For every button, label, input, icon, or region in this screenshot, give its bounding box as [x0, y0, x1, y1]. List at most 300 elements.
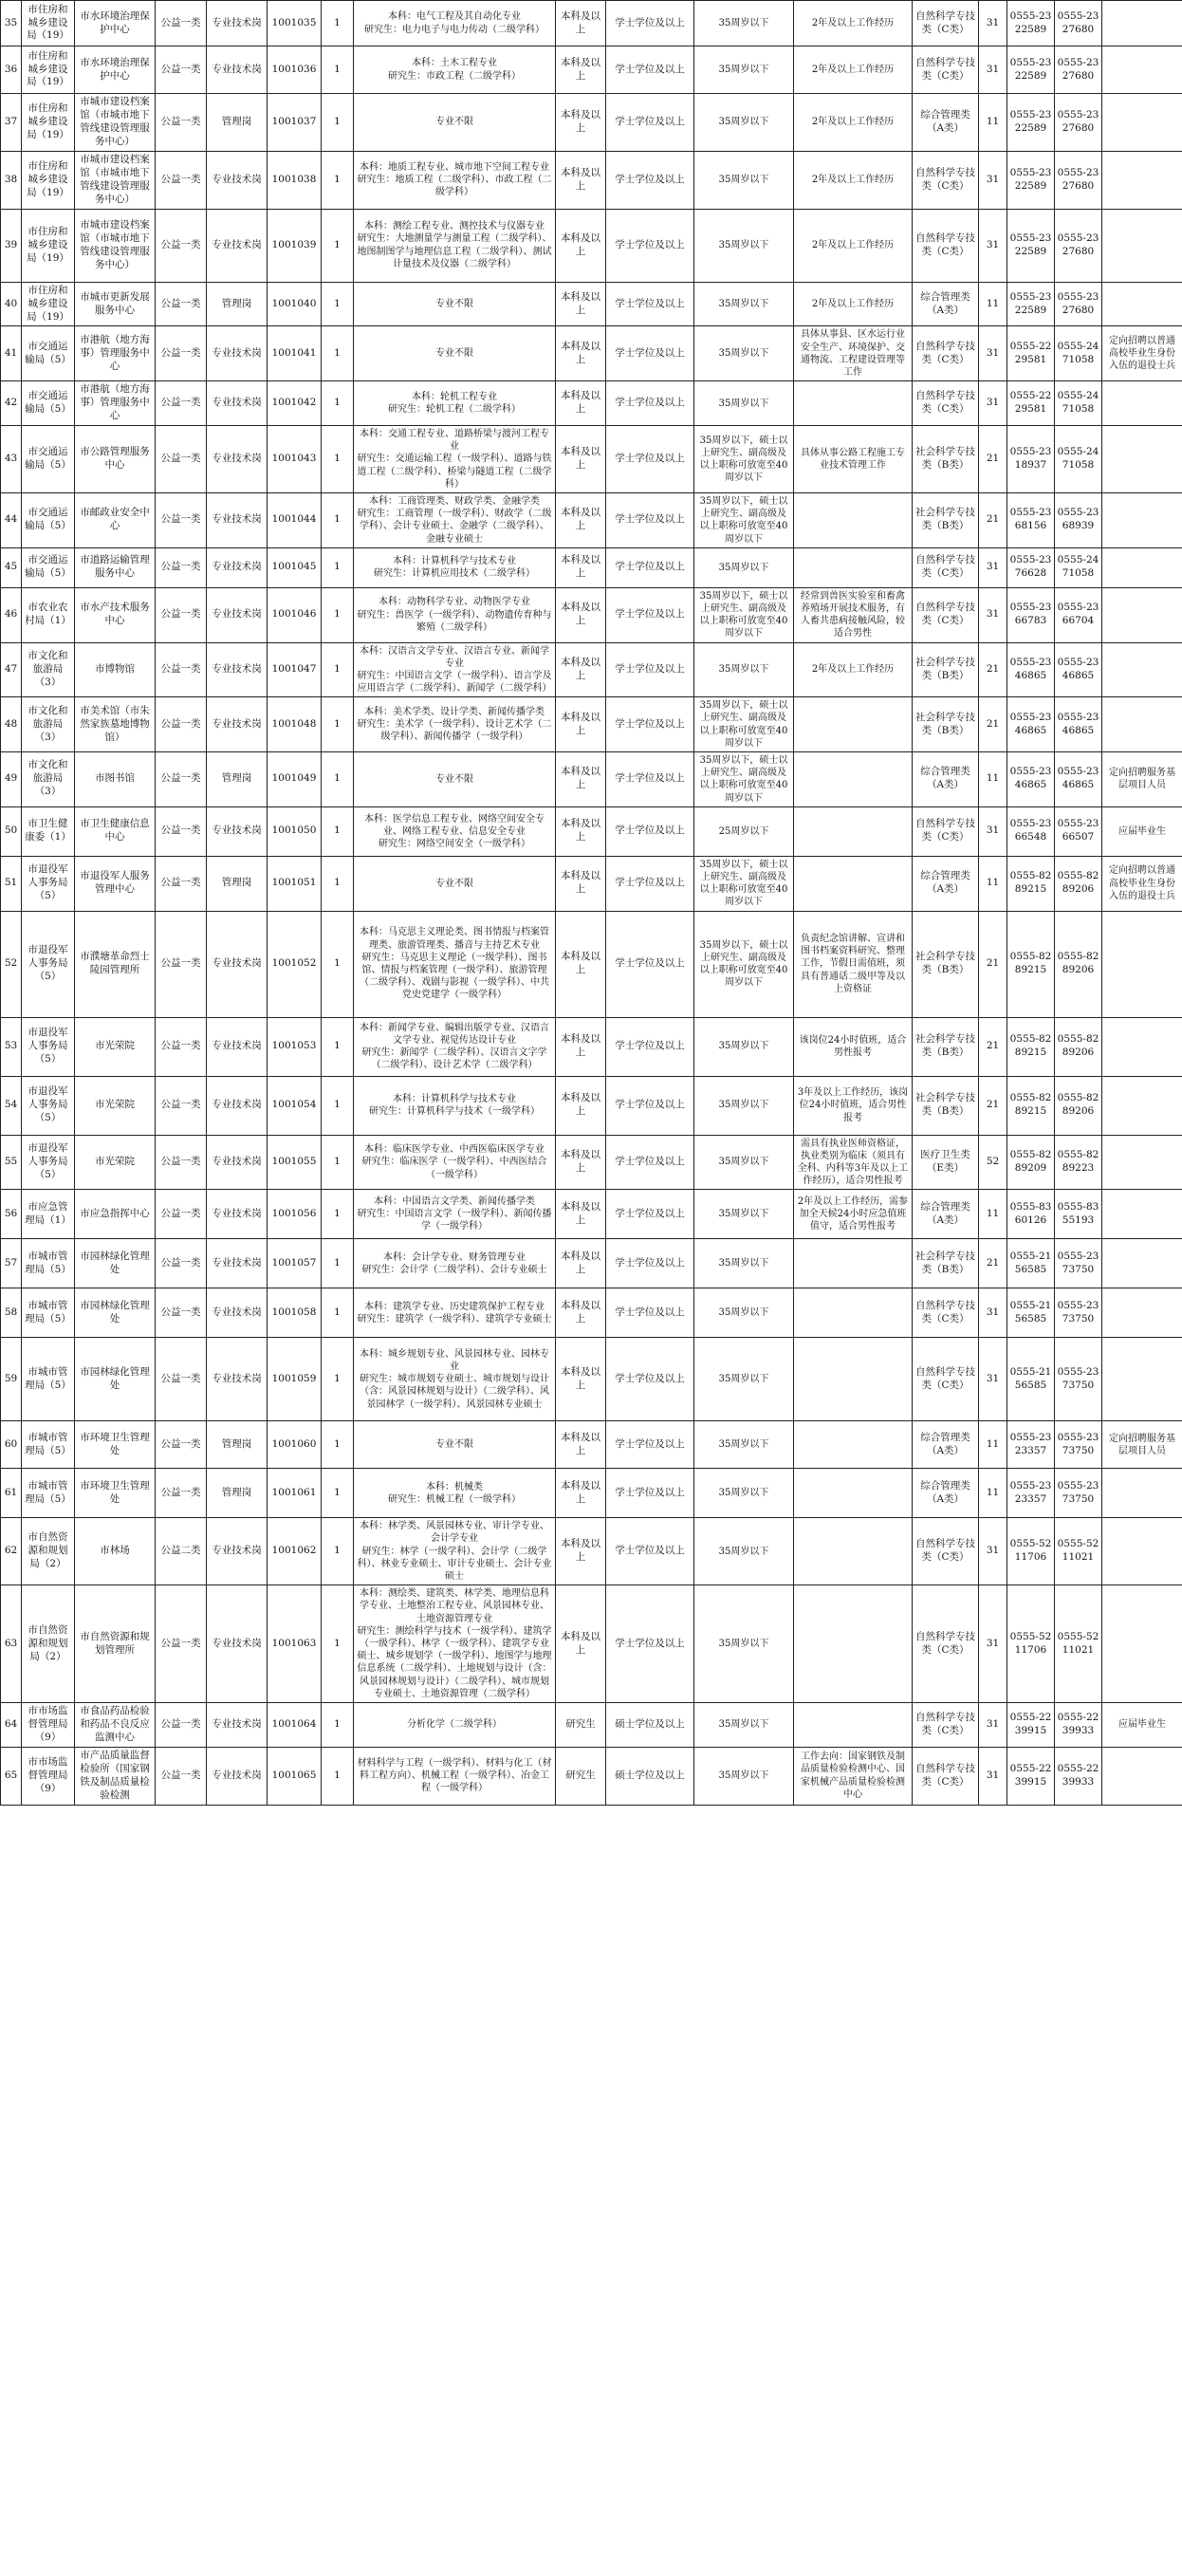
department-cell: 市住房和城乡建设局（19）: [22, 46, 75, 94]
consult-phone-cell: 0555-2346865: [1007, 752, 1055, 807]
employer-unit-cell: 市环境卫生管理处: [75, 1469, 156, 1518]
employer-unit-cell: 市水环境治理保护中心: [75, 1, 156, 46]
headcount-cell: 1: [322, 587, 354, 642]
remark-cell: [1102, 1338, 1182, 1421]
headcount-cell: 1: [322, 1076, 354, 1135]
table-row: [1, 151, 1182, 209]
post-code-cell: 1001046: [268, 587, 322, 642]
supervise-phone-cell: 0555-2327680: [1055, 282, 1102, 326]
exam-code-cell: 21: [979, 697, 1007, 752]
degree-cell: 学士学位及以上: [606, 1076, 694, 1135]
table-row: [1, 1239, 1182, 1288]
age-limit-cell: 35周岁以下: [694, 1585, 794, 1703]
employer-unit-cell: 市产品质量监督检验所（国家钢铁及制品质量检验检测: [75, 1747, 156, 1805]
headcount-cell: 1: [322, 1338, 354, 1421]
unit-category-cell: 公益一类: [156, 547, 207, 587]
supervise-phone-cell: 0555-8289206: [1055, 911, 1102, 1017]
major-requirement-cell: 材料科学与工程（一级学科）、材料与化工（材料工程方向）、机械工程（一级学科）、冶金工程（一级学科）: [354, 1747, 556, 1805]
post-type-cell: 专业技术岗: [207, 1585, 268, 1703]
department-cell: 市住房和城乡建设局（19）: [22, 94, 75, 152]
supervise-phone-cell: 0555-2239933: [1055, 1747, 1102, 1805]
remark-cell: [1102, 493, 1182, 548]
row-number-cell: 65: [1, 1747, 22, 1805]
headcount-cell: 1: [322, 1239, 354, 1288]
headcount-cell: 1: [322, 1747, 354, 1805]
remark-cell: 定向招聘服务基层项目人员: [1102, 1421, 1182, 1469]
post-type-cell: 专业技术岗: [207, 1076, 268, 1135]
remark-cell: [1102, 282, 1182, 326]
degree-cell: 学士学位及以上: [606, 806, 694, 856]
exam-code-cell: 31: [979, 1288, 1007, 1338]
education-cell: 本科及以上: [556, 1076, 606, 1135]
major-requirement-cell: 专业不限: [354, 94, 556, 152]
age-limit-cell: 35周岁以下，硕士以上研究生、副高级及以上职称可放宽至40周岁以下: [694, 752, 794, 807]
degree-cell: 学士学位及以上: [606, 1338, 694, 1421]
exam-code-cell: 11: [979, 1469, 1007, 1518]
degree-cell: 硕士学位及以上: [606, 1702, 694, 1747]
major-requirement-cell: 本科：计算机科学与技术专业 研究生：计算机应用技术（二级学科）: [354, 547, 556, 587]
other-requirements-cell: 2年及以上工作经历，需参加全天候24小时应急值班值守，适合男性报考: [794, 1190, 913, 1239]
headcount-cell: 1: [322, 1, 354, 46]
post-type-cell: 专业技术岗: [207, 46, 268, 94]
education-cell: 本科及以上: [556, 1017, 606, 1076]
major-requirement-cell: 本科：汉语言文学专业、汉语言专业、新闻学专业 研究生：中国语言文学（一级学科）、语言学及应用语言学（二级学科）、新闻学（二级学科）: [354, 642, 556, 697]
department-cell: 市文化和旅游局（3）: [22, 697, 75, 752]
unit-category-cell: 公益一类: [156, 856, 207, 911]
supervise-phone-cell: 0555-8289206: [1055, 1017, 1102, 1076]
employer-unit-cell: 市水产技术服务中心: [75, 587, 156, 642]
post-type-cell: 专业技术岗: [207, 1190, 268, 1239]
unit-category-cell: 公益一类: [156, 1469, 207, 1518]
age-limit-cell: 35周岁以下，硕士以上研究生、副高级及以上职称可放宽至40周岁以下: [694, 587, 794, 642]
other-requirements-cell: 2年及以上工作经历: [794, 151, 913, 209]
consult-phone-cell: 0555-2366548: [1007, 806, 1055, 856]
other-requirements-cell: [794, 493, 913, 548]
supervise-phone-cell: 0555-2373750: [1055, 1239, 1102, 1288]
post-code-cell: 1001036: [268, 46, 322, 94]
headcount-cell: 1: [322, 493, 354, 548]
education-cell: 本科及以上: [556, 209, 606, 282]
exam-code-cell: 31: [979, 587, 1007, 642]
exam-code-cell: 31: [979, 1585, 1007, 1703]
row-number-cell: 41: [1, 326, 22, 381]
major-requirement-cell: 本科：测绘工程专业、测控技术与仪器专业 研究生：大地测量学与测量工程（二级学科）、地图制图学与地理信息工程（二级学科）、测试计量技术及仪器（二级学科）: [354, 209, 556, 282]
table-row: [1, 209, 1182, 282]
row-number-cell: 57: [1, 1239, 22, 1288]
exam-code-cell: 21: [979, 1017, 1007, 1076]
exam-category-cell: 社会科学专技类（B类）: [913, 1017, 979, 1076]
education-cell: 本科及以上: [556, 1518, 606, 1585]
table-row: [1, 856, 1182, 911]
degree-cell: 学士学位及以上: [606, 151, 694, 209]
consult-phone-cell: 0555-2376628: [1007, 547, 1055, 587]
supervise-phone-cell: 0555-2346865: [1055, 752, 1102, 807]
age-limit-cell: 35周岁以下: [694, 282, 794, 326]
remark-cell: [1102, 642, 1182, 697]
row-number-cell: 38: [1, 151, 22, 209]
remark-cell: [1102, 1747, 1182, 1805]
degree-cell: 学士学位及以上: [606, 1469, 694, 1518]
table-row: [1, 381, 1182, 426]
consult-phone-cell: 0555-2346865: [1007, 697, 1055, 752]
post-code-cell: 1001043: [268, 426, 322, 493]
headcount-cell: 1: [322, 642, 354, 697]
post-code-cell: 1001053: [268, 1017, 322, 1076]
exam-category-cell: 社会科学专技类（B类）: [913, 642, 979, 697]
row-number-cell: 45: [1, 547, 22, 587]
other-requirements-cell: [794, 752, 913, 807]
unit-category-cell: 公益一类: [156, 1338, 207, 1421]
department-cell: 市城市管理局（5）: [22, 1421, 75, 1469]
major-requirement-cell: 本科：建筑学专业、历史建筑保护工程专业 研究生：建筑学（一级学科）、建筑学专业硕士: [354, 1288, 556, 1338]
supervise-phone-cell: 0555-2327680: [1055, 1, 1102, 46]
post-type-cell: 专业技术岗: [207, 587, 268, 642]
major-requirement-cell: 本科：机械类 研究生：机械工程（一级学科）: [354, 1469, 556, 1518]
age-limit-cell: 35周岁以下: [694, 1190, 794, 1239]
exam-category-cell: 综合管理类（A类）: [913, 752, 979, 807]
department-cell: 市退役军人事务局（5）: [22, 1017, 75, 1076]
headcount-cell: 1: [322, 1190, 354, 1239]
education-cell: 研究生: [556, 1747, 606, 1805]
headcount-cell: 1: [322, 806, 354, 856]
employer-unit-cell: 市美术馆（市朱然家族墓地博物馆）: [75, 697, 156, 752]
exam-category-cell: 自然科学专技类（C类）: [913, 1585, 979, 1703]
row-number-cell: 63: [1, 1585, 22, 1703]
education-cell: 本科及以上: [556, 642, 606, 697]
age-limit-cell: 35周岁以下: [694, 209, 794, 282]
degree-cell: 学士学位及以上: [606, 697, 694, 752]
employer-unit-cell: 市港航（地方海事）管理服务中心: [75, 326, 156, 381]
supervise-phone-cell: 0555-2327680: [1055, 151, 1102, 209]
table-row: [1, 911, 1182, 1017]
department-cell: 市市场监督管理局（9）: [22, 1702, 75, 1747]
education-cell: 本科及以上: [556, 856, 606, 911]
other-requirements-cell: 具体从事公路工程施工专业技术管理工作: [794, 426, 913, 493]
table-row: [1, 1017, 1182, 1076]
table-row: [1, 1135, 1182, 1190]
age-limit-cell: 35周岁以下: [694, 1469, 794, 1518]
exam-code-cell: 11: [979, 1421, 1007, 1469]
post-code-cell: 1001050: [268, 806, 322, 856]
department-cell: 市退役军人事务局（5）: [22, 911, 75, 1017]
exam-category-cell: 自然科学专技类（C类）: [913, 209, 979, 282]
post-code-cell: 1001059: [268, 1338, 322, 1421]
post-code-cell: 1001049: [268, 752, 322, 807]
row-number-cell: 62: [1, 1518, 22, 1585]
exam-category-cell: 自然科学专技类（C类）: [913, 806, 979, 856]
exam-code-cell: 21: [979, 1239, 1007, 1288]
major-requirement-cell: 本科：中国语言文学类、新闻传播学类 研究生：中国语言文学（一级学科）、新闻传播学（一级学科）: [354, 1190, 556, 1239]
unit-category-cell: 公益一类: [156, 1135, 207, 1190]
unit-category-cell: 公益一类: [156, 493, 207, 548]
row-number-cell: 54: [1, 1076, 22, 1135]
exam-code-cell: 11: [979, 1190, 1007, 1239]
age-limit-cell: 35周岁以下: [694, 1747, 794, 1805]
row-number-cell: 37: [1, 94, 22, 152]
headcount-cell: 1: [322, 1421, 354, 1469]
remark-cell: [1102, 1, 1182, 46]
exam-category-cell: 自然科学专技类（C类）: [913, 1702, 979, 1747]
post-type-cell: 管理岗: [207, 1421, 268, 1469]
headcount-cell: 1: [322, 209, 354, 282]
major-requirement-cell: 本科：新闻学专业、编辑出版学专业、汉语言文学专业、视觉传达设计专业 研究生：新闻学（二级学科）、汉语言文字学（二级学科）、设计艺术学（二级学科）: [354, 1017, 556, 1076]
major-requirement-cell: 本科：交通工程专业、道路桥梁与渡河工程专业 研究生：交通运输工程（一级学科）、道路与铁道工程（二级学科）、桥梁与隧道工程（二级学科）: [354, 426, 556, 493]
age-limit-cell: 35周岁以下: [694, 1, 794, 46]
unit-category-cell: 公益一类: [156, 1239, 207, 1288]
other-requirements-cell: [794, 697, 913, 752]
unit-category-cell: 公益一类: [156, 46, 207, 94]
post-code-cell: 1001047: [268, 642, 322, 697]
supervise-phone-cell: 0555-2366704: [1055, 587, 1102, 642]
exam-code-cell: 31: [979, 1338, 1007, 1421]
age-limit-cell: 35周岁以下: [694, 1421, 794, 1469]
unit-category-cell: 公益一类: [156, 1190, 207, 1239]
degree-cell: 学士学位及以上: [606, 911, 694, 1017]
employer-unit-cell: 市城市建设档案馆（市城市地下管线建设管理服务中心）: [75, 151, 156, 209]
exam-code-cell: 31: [979, 1, 1007, 46]
exam-category-cell: 社会科学专技类（B类）: [913, 1076, 979, 1135]
employer-unit-cell: 市图书馆: [75, 752, 156, 807]
post-code-cell: 1001060: [268, 1421, 322, 1469]
remark-cell: [1102, 209, 1182, 282]
other-requirements-cell: [794, 1469, 913, 1518]
unit-category-cell: 公益二类: [156, 1518, 207, 1585]
supervise-phone-cell: 0555-2471058: [1055, 326, 1102, 381]
other-requirements-cell: 具体从事县、区水运行业安全生产、环境保护、交通物流、工程建设管理等工作: [794, 326, 913, 381]
post-type-cell: 专业技术岗: [207, 1338, 268, 1421]
post-code-cell: 1001037: [268, 94, 322, 152]
exam-code-cell: 21: [979, 493, 1007, 548]
supervise-phone-cell: 0555-2366507: [1055, 806, 1102, 856]
exam-category-cell: 社会科学专技类（B类）: [913, 426, 979, 493]
table-row: [1, 282, 1182, 326]
other-requirements-cell: 经常到兽医实验室和畜禽养殖场开展技术服务，有人畜共患病接触风险，较适合男性: [794, 587, 913, 642]
table-row: [1, 493, 1182, 548]
remark-cell: [1102, 1469, 1182, 1518]
exam-code-cell: 21: [979, 1076, 1007, 1135]
exam-code-cell: 31: [979, 1702, 1007, 1747]
remark-cell: [1102, 151, 1182, 209]
department-cell: 市住房和城乡建设局（19）: [22, 209, 75, 282]
other-requirements-cell: [794, 1338, 913, 1421]
post-type-cell: 专业技术岗: [207, 1017, 268, 1076]
unit-category-cell: 公益一类: [156, 209, 207, 282]
employer-unit-cell: 市邮政业安全中心: [75, 493, 156, 548]
headcount-cell: 1: [322, 697, 354, 752]
exam-category-cell: 自然科学专技类（C类）: [913, 547, 979, 587]
row-number-cell: 49: [1, 752, 22, 807]
row-number-cell: 55: [1, 1135, 22, 1190]
row-number-cell: 61: [1, 1469, 22, 1518]
age-limit-cell: 35周岁以下: [694, 94, 794, 152]
major-requirement-cell: 本科：地质工程专业、城市地下空间工程专业 研究生：地质工程（二级学科）、市政工程（二级学科）: [354, 151, 556, 209]
table-row: [1, 46, 1182, 94]
supervise-phone-cell: 0555-2239933: [1055, 1702, 1102, 1747]
remark-cell: [1102, 381, 1182, 426]
education-cell: 本科及以上: [556, 1338, 606, 1421]
remark-cell: [1102, 1239, 1182, 1288]
headcount-cell: 1: [322, 94, 354, 152]
table-row: [1, 1421, 1182, 1469]
exam-code-cell: 21: [979, 426, 1007, 493]
headcount-cell: 1: [322, 326, 354, 381]
headcount-cell: 1: [322, 1288, 354, 1338]
major-requirement-cell: 专业不限: [354, 1421, 556, 1469]
row-number-cell: 46: [1, 587, 22, 642]
consult-phone-cell: 0555-2323357: [1007, 1421, 1055, 1469]
exam-code-cell: 31: [979, 806, 1007, 856]
consult-phone-cell: 0555-8360126: [1007, 1190, 1055, 1239]
post-code-cell: 1001042: [268, 381, 322, 426]
supervise-phone-cell: 0555-2373750: [1055, 1421, 1102, 1469]
degree-cell: 学士学位及以上: [606, 1518, 694, 1585]
education-cell: 本科及以上: [556, 1469, 606, 1518]
post-code-cell: 1001064: [268, 1702, 322, 1747]
table-row: [1, 1076, 1182, 1135]
degree-cell: 硕士学位及以上: [606, 1747, 694, 1805]
other-requirements-cell: [794, 856, 913, 911]
row-number-cell: 47: [1, 642, 22, 697]
post-type-cell: 管理岗: [207, 856, 268, 911]
consult-phone-cell: 0555-2346865: [1007, 642, 1055, 697]
post-code-cell: 1001063: [268, 1585, 322, 1703]
row-number-cell: 64: [1, 1702, 22, 1747]
department-cell: 市自然资源和规划局（2）: [22, 1585, 75, 1703]
consult-phone-cell: 0555-2156585: [1007, 1239, 1055, 1288]
education-cell: 本科及以上: [556, 1239, 606, 1288]
post-type-cell: 专业技术岗: [207, 1239, 268, 1288]
degree-cell: 学士学位及以上: [606, 1190, 694, 1239]
employer-unit-cell: 市水环境治理保护中心: [75, 46, 156, 94]
age-limit-cell: 35周岁以下，硕士以上研究生、副高级及以上职称可放宽至40周岁以下: [694, 493, 794, 548]
remark-cell: 定向招聘以普通高校毕业生身份入伍的退役士兵: [1102, 326, 1182, 381]
headcount-cell: 1: [322, 426, 354, 493]
supervise-phone-cell: 0555-8289206: [1055, 856, 1102, 911]
major-requirement-cell: 专业不限: [354, 326, 556, 381]
exam-code-cell: 11: [979, 282, 1007, 326]
remark-cell: 定向招聘以普通高校毕业生身份入伍的退役士兵: [1102, 856, 1182, 911]
employer-unit-cell: 市食品药品检验和药品不良反应监测中心: [75, 1702, 156, 1747]
consult-phone-cell: 0555-2229581: [1007, 381, 1055, 426]
exam-category-cell: 社会科学专技类（B类）: [913, 911, 979, 1017]
age-limit-cell: 35周岁以下: [694, 1702, 794, 1747]
unit-category-cell: 公益一类: [156, 326, 207, 381]
employer-unit-cell: 市园林绿化管理处: [75, 1239, 156, 1288]
degree-cell: 学士学位及以上: [606, 1135, 694, 1190]
row-number-cell: 36: [1, 46, 22, 94]
department-cell: 市应急管理局（1）: [22, 1190, 75, 1239]
row-number-cell: 43: [1, 426, 22, 493]
post-type-cell: 专业技术岗: [207, 1135, 268, 1190]
exam-category-cell: 自然科学专技类（C类）: [913, 587, 979, 642]
post-type-cell: 专业技术岗: [207, 1747, 268, 1805]
employer-unit-cell: 市港航（地方海事）管理服务中心: [75, 381, 156, 426]
exam-code-cell: 31: [979, 547, 1007, 587]
post-type-cell: 管理岗: [207, 752, 268, 807]
department-cell: 市住房和城乡建设局（19）: [22, 282, 75, 326]
department-cell: 市文化和旅游局（3）: [22, 752, 75, 807]
post-type-cell: 专业技术岗: [207, 806, 268, 856]
exam-code-cell: 31: [979, 151, 1007, 209]
table-row: [1, 752, 1182, 807]
post-code-cell: 1001035: [268, 1, 322, 46]
major-requirement-cell: 分析化学（二级学科）: [354, 1702, 556, 1747]
row-number-cell: 39: [1, 209, 22, 282]
education-cell: 本科及以上: [556, 1190, 606, 1239]
department-cell: 市交通运输局（5）: [22, 381, 75, 426]
department-cell: 市自然资源和规划局（2）: [22, 1518, 75, 1585]
degree-cell: 学士学位及以上: [606, 1239, 694, 1288]
unit-category-cell: 公益一类: [156, 381, 207, 426]
consult-phone-cell: 0555-2156585: [1007, 1288, 1055, 1338]
table-row: [1, 642, 1182, 697]
table-row: [1, 1585, 1182, 1703]
department-cell: 市农业农村局（1）: [22, 587, 75, 642]
consult-phone-cell: 0555-8289209: [1007, 1135, 1055, 1190]
consult-phone-cell: 0555-2318937: [1007, 426, 1055, 493]
exam-category-cell: 自然科学专技类（C类）: [913, 1518, 979, 1585]
supervise-phone-cell: 0555-2373750: [1055, 1469, 1102, 1518]
post-type-cell: 专业技术岗: [207, 426, 268, 493]
age-limit-cell: 35周岁以下: [694, 1288, 794, 1338]
employer-unit-cell: 市园林绿化管理处: [75, 1338, 156, 1421]
remark-cell: [1102, 1518, 1182, 1585]
other-requirements-cell: 2年及以上工作经历: [794, 94, 913, 152]
age-limit-cell: 35周岁以下: [694, 46, 794, 94]
employer-unit-cell: 市公路管理服务中心: [75, 426, 156, 493]
age-limit-cell: 35周岁以下: [694, 1076, 794, 1135]
other-requirements-cell: 2年及以上工作经历: [794, 1, 913, 46]
post-code-cell: 1001045: [268, 547, 322, 587]
other-requirements-cell: 2年及以上工作经历: [794, 642, 913, 697]
remark-cell: [1102, 587, 1182, 642]
row-number-cell: 48: [1, 697, 22, 752]
unit-category-cell: 公益一类: [156, 1421, 207, 1469]
education-cell: 本科及以上: [556, 381, 606, 426]
employer-unit-cell: 市卫生健康信息中心: [75, 806, 156, 856]
table-row: [1, 1702, 1182, 1747]
remark-cell: 应届毕业生: [1102, 806, 1182, 856]
education-cell: 本科及以上: [556, 587, 606, 642]
consult-phone-cell: 0555-2322589: [1007, 46, 1055, 94]
post-code-cell: 1001056: [268, 1190, 322, 1239]
supervise-phone-cell: 0555-2471058: [1055, 547, 1102, 587]
remark-cell: [1102, 94, 1182, 152]
major-requirement-cell: 专业不限: [354, 856, 556, 911]
degree-cell: 学士学位及以上: [606, 1, 694, 46]
major-requirement-cell: 本科：医学信息工程专业、网络空间安全专业、网络工程专业、信息安全专业 研究生：网络空间安全（一级学科）: [354, 806, 556, 856]
exam-category-cell: 综合管理类（A类）: [913, 856, 979, 911]
supervise-phone-cell: 0555-8289206: [1055, 1076, 1102, 1135]
department-cell: 市退役军人事务局（5）: [22, 1076, 75, 1135]
unit-category-cell: 公益一类: [156, 642, 207, 697]
unit-category-cell: 公益一类: [156, 911, 207, 1017]
employer-unit-cell: 市应急指挥中心: [75, 1190, 156, 1239]
exam-category-cell: 自然科学专技类（C类）: [913, 1, 979, 46]
consult-phone-cell: 0555-2239915: [1007, 1702, 1055, 1747]
table-body: [1, 1, 1182, 1806]
exam-code-cell: 31: [979, 1747, 1007, 1805]
table-row: [1, 1518, 1182, 1585]
remark-cell: [1102, 1135, 1182, 1190]
education-cell: 本科及以上: [556, 282, 606, 326]
consult-phone-cell: 0555-8289215: [1007, 911, 1055, 1017]
education-cell: 本科及以上: [556, 1421, 606, 1469]
row-number-cell: 40: [1, 282, 22, 326]
row-number-cell: 58: [1, 1288, 22, 1338]
row-number-cell: 50: [1, 806, 22, 856]
education-cell: 本科及以上: [556, 493, 606, 548]
